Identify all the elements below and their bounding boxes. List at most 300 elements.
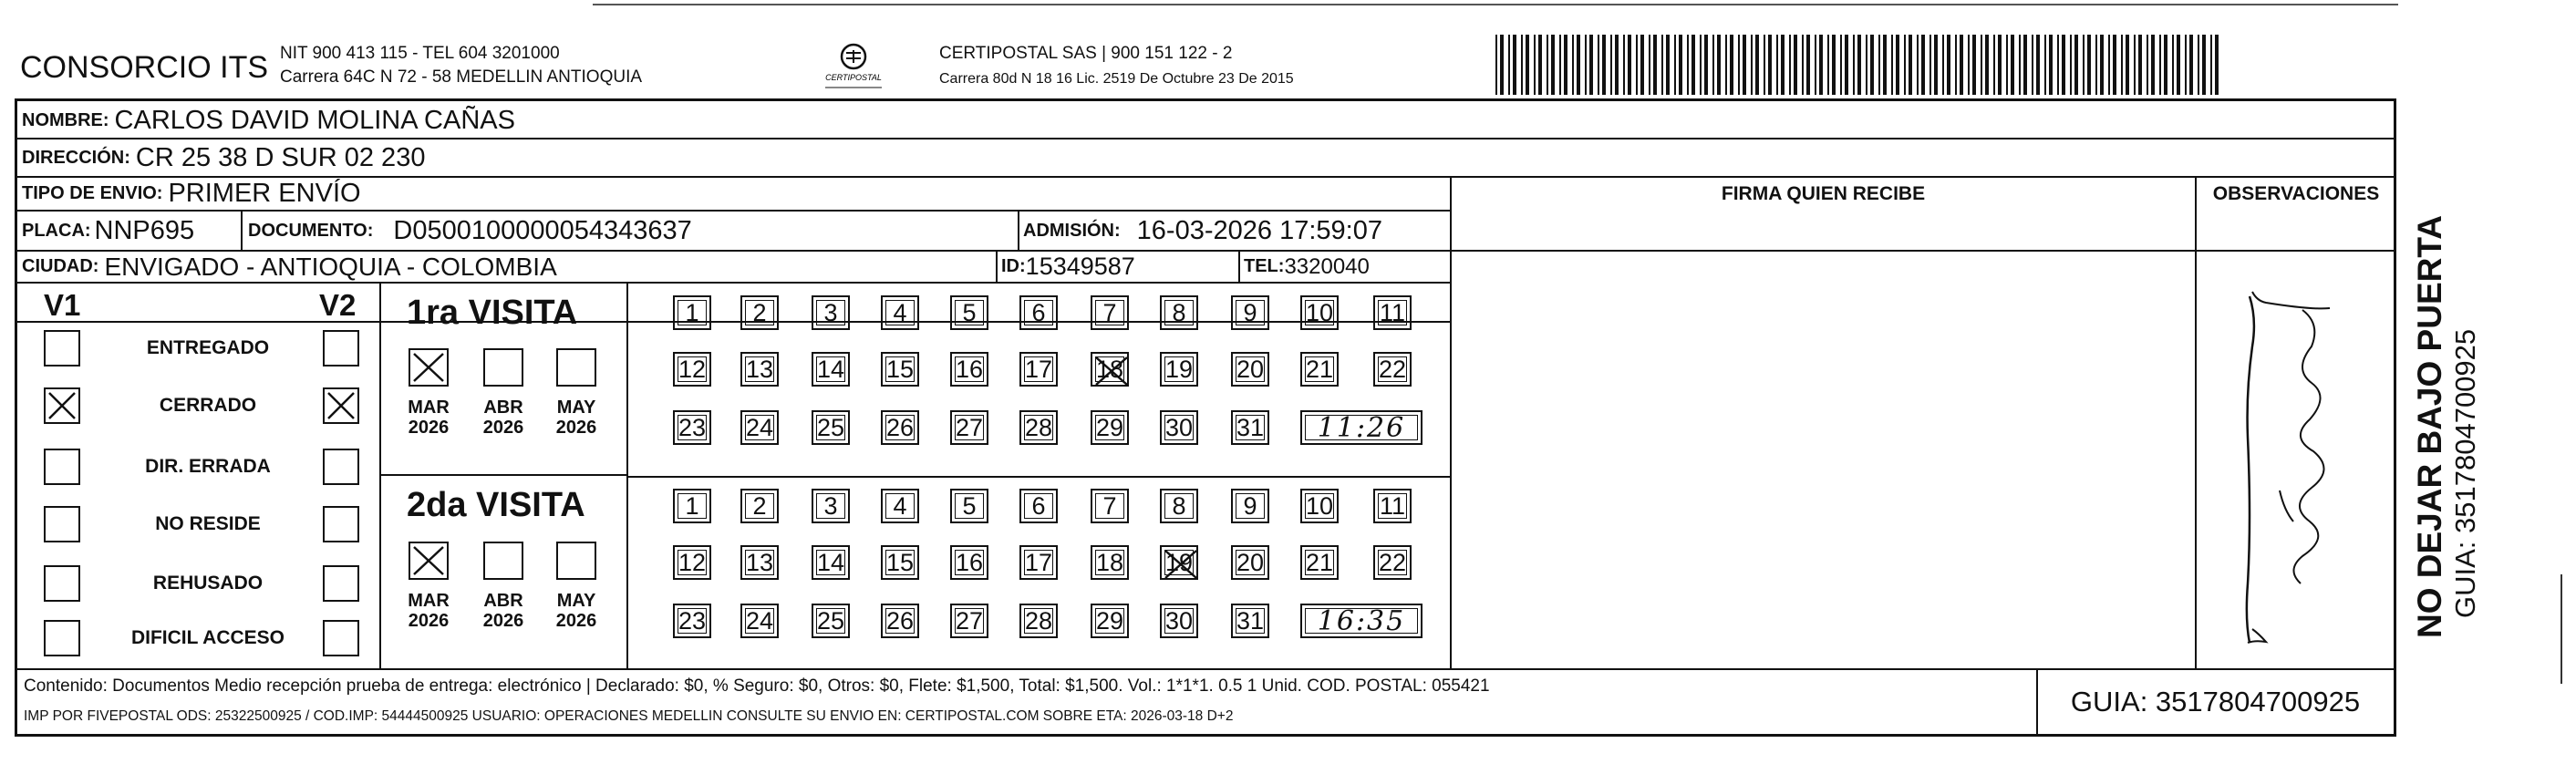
- visit2-day-number: 13: [745, 548, 774, 576]
- barcode-bar: [1878, 35, 1880, 95]
- visit1-day-box[interactable]: [950, 410, 988, 445]
- barcode-bar: [1815, 35, 1816, 95]
- status-v2-checkbox[interactable]: [323, 565, 359, 602]
- firma-header: FIRMA QUIEN RECIBE: [1721, 183, 1926, 204]
- visit1-day-number: 27: [955, 413, 984, 441]
- barcode-bar: [1738, 35, 1740, 95]
- barcode-bar: [1942, 35, 1944, 95]
- barcode-bar: [2087, 35, 2091, 95]
- visit1-day-box[interactable]: [1373, 295, 1412, 330]
- visit2-month-name: MAY: [556, 591, 596, 611]
- barcode-bar: [1917, 35, 1919, 95]
- status-v2-checkbox[interactable]: [323, 449, 359, 485]
- barcode-bar: [2147, 35, 2148, 95]
- visit2-day-box[interactable]: [881, 489, 919, 523]
- barcode-bar: [1628, 35, 1631, 95]
- barcode-bar: [1985, 35, 1989, 95]
- visit2-day-number: 31: [1236, 606, 1265, 635]
- visit2-day-box[interactable]: [950, 604, 988, 638]
- visit1-day-number: 29: [1095, 413, 1124, 441]
- barcode-bar: [1538, 35, 1542, 95]
- visit2-day-number: 6: [1031, 491, 1046, 520]
- visit1-month-year: 2026: [408, 418, 450, 438]
- tel-value: 3320040: [1284, 253, 1370, 279]
- visit1-day-box[interactable]: [1091, 352, 1129, 387]
- tel-label: TEL:: [1244, 256, 1285, 276]
- visit1-day-box[interactable]: [1019, 352, 1058, 387]
- visit1-day-box[interactable]: [812, 410, 850, 445]
- visit1-day-number: 19: [1164, 355, 1194, 383]
- barcode-bar: [2210, 35, 2212, 95]
- visit1-day-box[interactable]: [812, 295, 850, 330]
- barcode-bar: [1602, 35, 1606, 95]
- barcode-bar: [1764, 35, 1765, 95]
- footer-print-info: IMP POR FIVEPOSTAL ODS: 25322500925 / COD.IMP: 54444500925 USUARIO: OPERACIONES MEDELLIN CONSULTE SU ENVIO EN: CERTIPOSTAL.COM SOBRE ETA: 2026-03-18 D+2: [24, 708, 1234, 724]
- visit2-month-label: [551, 591, 602, 631]
- visit1-month-checkbox[interactable]: [409, 348, 449, 387]
- barcode-bar: [1857, 35, 1861, 95]
- visit2-day-box[interactable]: [812, 545, 850, 580]
- visit1-day-box[interactable]: [881, 352, 919, 387]
- barcode-bar: [2049, 35, 2053, 95]
- visit2-day-number: 1: [685, 491, 699, 520]
- barcode-bar: [1794, 35, 1797, 95]
- barcode-bar: [2074, 35, 2078, 95]
- visit1-day-box[interactable]: [673, 352, 711, 387]
- barcode-bar: [2113, 35, 2116, 95]
- barcode-bar: [1972, 35, 1976, 95]
- visit1-day-box[interactable]: [1231, 352, 1269, 387]
- barcode-bar: [2032, 35, 2033, 95]
- visit2-day-number: 24: [745, 606, 774, 635]
- barcode-bar: [1802, 35, 1804, 95]
- barcode-bar: [1551, 35, 1555, 95]
- visit1-month-year: 2026: [555, 418, 597, 438]
- barcode-bar: [2006, 35, 2008, 95]
- barcode-bar: [1495, 35, 1497, 95]
- visit1-day-number: 13: [745, 355, 774, 383]
- visit2-day-number: 16: [955, 548, 984, 576]
- certipostal-line: CERTIPOSTAL SAS | 900 151 122 - 2: [939, 44, 1233, 63]
- barcode-bar: [1840, 35, 1842, 95]
- visit2-day-box[interactable]: [1019, 545, 1058, 580]
- barcode-bar: [1691, 35, 1695, 95]
- barcode-bar: [2019, 35, 2021, 95]
- barcode-bar: [1981, 35, 1982, 95]
- visit2-day-number: 11: [1379, 491, 1406, 520]
- barcode-bar: [2202, 35, 2206, 95]
- barcode-bar: [1666, 35, 1670, 95]
- barcode-bar: [1845, 35, 1848, 95]
- visit1-day-box[interactable]: [1231, 295, 1269, 330]
- barcode-bar: [2185, 35, 2187, 95]
- visit2-day-box[interactable]: [950, 489, 988, 523]
- visit2-month-label: [403, 591, 454, 631]
- visit2-day-box[interactable]: [673, 489, 711, 523]
- footer-contents: Contenido: Documentos Medio recepción prueba de entrega: electrónico | Declarado: $0, % Seguro: $0, Otros: $0, Flete: $1,500, Total: $1,500. Vol.: 1*1*1. 0.5 1 Unid. COD. POSTAL: 055421: [24, 676, 1490, 696]
- visit1-day-number: 21: [1305, 355, 1334, 383]
- placa-label: PLACA:: [22, 220, 91, 241]
- side-no-dejar: NO DEJAR BAJO PUERTA: [2411, 215, 2448, 638]
- visit2-month-year: 2026: [555, 611, 597, 631]
- barcode-bar: [1513, 35, 1516, 95]
- barcode-bar: [1853, 35, 1855, 95]
- v2-header: V2: [319, 288, 357, 322]
- visit2-day-box[interactable]: [673, 545, 711, 580]
- visit1-month-name: ABR: [483, 397, 523, 418]
- visit2-month-checkbox[interactable]: [556, 542, 596, 580]
- barcode-bar: [2108, 35, 2110, 95]
- barcode-bar: [1521, 35, 1523, 95]
- visit2-day-box[interactable]: [673, 604, 711, 638]
- barcode-bar: [1896, 35, 1899, 95]
- visit2-month-label: [478, 591, 529, 631]
- barcode-bar: [1993, 35, 1995, 95]
- visit2-day-box[interactable]: [1300, 489, 1339, 523]
- visit2-day-number: 8: [1172, 491, 1186, 520]
- placa-cell: [22, 212, 194, 250]
- visit1-day-box[interactable]: [740, 295, 779, 330]
- visit1-month-label: [403, 397, 454, 438]
- visit1-day-number: 30: [1164, 413, 1194, 441]
- barcode-bar: [1649, 35, 1650, 95]
- visit2-day-box[interactable]: [1231, 489, 1269, 523]
- visit1-day-number: 28: [1024, 413, 1053, 441]
- admision-value: 16-03-2026 17:59:07: [1136, 215, 1382, 245]
- tipo-value: PRIMER ENVÍO: [168, 179, 361, 208]
- visit2-day-number: 20: [1236, 548, 1265, 576]
- barcode-bar: [1725, 35, 1727, 95]
- visit2-day-box[interactable]: [1160, 489, 1198, 523]
- visit2-day-number: 10: [1305, 491, 1334, 520]
- barcode-bar: [1730, 35, 1733, 95]
- barcode-bar: [2070, 35, 2072, 95]
- barcode-bar: [2095, 35, 2097, 95]
- visit1-day-box[interactable]: [740, 352, 779, 387]
- visit1-day-number: 17: [1024, 355, 1053, 383]
- status-v1-checkbox[interactable]: [44, 620, 80, 656]
- ciudad-value: ENVIGADO - ANTIOQUIA - COLOMBIA: [104, 252, 557, 281]
- observaciones-header: OBSERVACIONES: [2212, 183, 2380, 204]
- visit2-day-box[interactable]: [1019, 489, 1058, 523]
- visit1-day-box[interactable]: [740, 410, 779, 445]
- visit2-day-number: 28: [1024, 606, 1053, 635]
- visit2-day-box[interactable]: [1091, 489, 1129, 523]
- barcode-bar: [1768, 35, 1772, 95]
- barcode-bar: [1866, 35, 1867, 95]
- visit2-day-box[interactable]: [881, 545, 919, 580]
- svg-text:CERTIPOSTAL: CERTIPOSTAL: [825, 73, 882, 82]
- visit2-day-box[interactable]: [812, 604, 850, 638]
- visit1-day-box[interactable]: [1019, 295, 1058, 330]
- visit1-day-number: 31: [1236, 413, 1265, 441]
- visit2-day-number: 17: [1024, 548, 1053, 576]
- visit2-day-number: 15: [885, 548, 915, 576]
- barcode-bar: [1904, 35, 1906, 95]
- barcode-bar: [1819, 35, 1823, 95]
- visit2-day-number: 18: [1095, 548, 1124, 576]
- visit2-month-name: MAR: [408, 591, 450, 611]
- status-v1-checkbox[interactable]: [44, 387, 80, 424]
- barcode-bar: [1598, 35, 1599, 95]
- visit1-day-number: 14: [816, 355, 845, 383]
- company-address: Carrera 64C N 72 - 58 MEDELLIN ANTIOQUIA: [280, 67, 643, 87]
- company-name: CONSORCIO ITS: [20, 50, 269, 85]
- side-guia: GUIA: 3517804700925: [2449, 328, 2481, 618]
- visit2-day-box[interactable]: [1231, 604, 1269, 638]
- status-v2-checkbox[interactable]: [323, 330, 359, 367]
- barcode-bar: [1661, 35, 1663, 95]
- direccion-value: CR 25 38 D SUR 02 230: [135, 142, 426, 172]
- barcode-bar: [1585, 35, 1587, 95]
- visit2-day-number: 21: [1305, 548, 1334, 576]
- barcode-bar: [2121, 35, 2123, 95]
- visit1-month-checkbox[interactable]: [483, 348, 523, 387]
- visit2-time-value: 16:35: [1317, 604, 1406, 637]
- status-v2-checkbox[interactable]: [323, 387, 359, 424]
- barcode-bar: [1615, 35, 1619, 95]
- status-label: DIFICIL ACCESO: [130, 627, 284, 648]
- nombre-row: [22, 103, 515, 138]
- visit1-day-box[interactable]: [1160, 295, 1198, 330]
- status-v1-checkbox[interactable]: [44, 449, 80, 485]
- ciudad-label: CIUDAD:: [22, 256, 99, 276]
- status-v2-checkbox[interactable]: [323, 620, 359, 656]
- barcode-bar: [1687, 35, 1689, 95]
- admision-label: ADMISIÓN:: [1023, 220, 1121, 241]
- visit2-day-box[interactable]: [740, 604, 779, 638]
- visit1-day-box[interactable]: [881, 410, 919, 445]
- visit1-day-number: 11: [1379, 298, 1406, 326]
- visit2-time-box[interactable]: [1300, 604, 1422, 638]
- status-label: REHUSADO: [152, 573, 264, 594]
- visit2-day-box[interactable]: [1091, 545, 1129, 580]
- status-label: DIR. ERRADA: [145, 456, 271, 477]
- visit1-day-number: 22: [1378, 355, 1407, 383]
- barcode-bar: [1636, 35, 1638, 95]
- documento-cell: [248, 212, 692, 250]
- visit1-day-box[interactable]: [812, 352, 850, 387]
- status-label: ENTREGADO: [146, 337, 270, 358]
- visit2-day-number: 19: [1164, 548, 1194, 576]
- barcode-bar: [1534, 35, 1536, 95]
- barcode-bar: [1508, 35, 1510, 95]
- barcode-bar: [2138, 35, 2142, 95]
- visit1-day-box[interactable]: [673, 295, 711, 330]
- barcode-bar: [2062, 35, 2065, 95]
- direccion-row: [22, 140, 425, 175]
- visit2-day-number: 27: [955, 606, 984, 635]
- visit2-day-number: 22: [1378, 548, 1407, 576]
- barcode-bar: [1934, 35, 1938, 95]
- status-v1-checkbox[interactable]: [44, 565, 80, 602]
- visit2-day-box[interactable]: [1373, 545, 1412, 580]
- visit1-day-number: 10: [1305, 298, 1334, 326]
- footer-guia: GUIA: 3517804700925: [2070, 686, 2361, 718]
- barcode-bar: [1640, 35, 1644, 95]
- visit1-time-box[interactable]: [1300, 410, 1422, 445]
- barcode-bar: [2057, 35, 2059, 95]
- status-v1-checkbox[interactable]: [44, 506, 80, 542]
- visit1-month-checkbox[interactable]: [556, 348, 596, 387]
- visit1-day-box[interactable]: [950, 352, 988, 387]
- placa-value: NNP695: [94, 215, 195, 245]
- barcode-bar: [1891, 35, 1893, 95]
- barcode-bar: [1500, 35, 1504, 95]
- barcode-bar: [1526, 35, 1529, 95]
- visit2-month-year: 2026: [408, 611, 450, 631]
- visit1-month-name: MAY: [556, 397, 596, 418]
- barcode-bar: [1776, 35, 1778, 95]
- visit2-day-box[interactable]: [1300, 545, 1339, 580]
- visit2-day-number: 4: [893, 491, 907, 520]
- certipostal-logo: [816, 40, 891, 93]
- barcode-bar: [2198, 35, 2199, 95]
- visit1-day-number: 16: [955, 355, 984, 383]
- visit1-day-box[interactable]: [673, 410, 711, 445]
- barcode-bar: [1921, 35, 1925, 95]
- right-edge-line: [2560, 574, 2562, 684]
- visit1-day-box[interactable]: [1300, 352, 1339, 387]
- visit1-day-number: 7: [1102, 298, 1117, 326]
- visit1-day-number: 26: [885, 413, 915, 441]
- visit1-day-number: 1: [685, 298, 699, 326]
- visit1-day-number: 18: [1095, 355, 1124, 383]
- visit1-month-label: [551, 397, 602, 438]
- status-v1-checkbox[interactable]: [44, 330, 80, 367]
- barcode-bar: [1827, 35, 1829, 95]
- visit1-day-number: 20: [1236, 355, 1265, 383]
- visit1-day-box[interactable]: [1231, 410, 1269, 445]
- tipo-row: [22, 178, 361, 210]
- visit1-day-box[interactable]: [1160, 410, 1198, 445]
- status-label: NO RESIDE: [155, 513, 261, 534]
- barcode-bar: [1883, 35, 1887, 95]
- recipient-signature: [2202, 283, 2394, 666]
- visit2-month-name: ABR: [483, 591, 523, 611]
- barcode-bar: [1789, 35, 1791, 95]
- barcode-bar: [1743, 35, 1746, 95]
- visit2-day-box[interactable]: [1160, 604, 1198, 638]
- visit1-day-box[interactable]: [1091, 295, 1129, 330]
- visit2-day-box[interactable]: [881, 604, 919, 638]
- visit1-day-number: 4: [893, 298, 907, 326]
- visit1-day-number: 24: [745, 413, 774, 441]
- visit1-day-box[interactable]: [1160, 352, 1198, 387]
- barcode-bar: [1577, 35, 1580, 95]
- barcode-bar: [1929, 35, 1931, 95]
- barcode-bar: [1674, 35, 1676, 95]
- barcode-bar: [1870, 35, 1874, 95]
- visit2-day-number: 12: [678, 548, 707, 576]
- barcode-bar: [1564, 35, 1567, 95]
- visit2-day-number: 3: [823, 491, 838, 520]
- barcode-bar: [1679, 35, 1682, 95]
- barcode-bar: [2126, 35, 2129, 95]
- barcode-bar: [2177, 35, 2180, 95]
- visit2-day-number: 9: [1243, 491, 1257, 520]
- barcode-bar: [1755, 35, 1759, 95]
- barcode-bar: [2215, 35, 2219, 95]
- visit2-day-box[interactable]: [1019, 604, 1058, 638]
- barcode-bar: [1717, 35, 1721, 95]
- barcode-bar: [2083, 35, 2085, 95]
- id-value: 15349587: [1025, 253, 1135, 280]
- nombre-value: CARLOS DAVID MOLINA CAÑAS: [114, 105, 515, 135]
- barcode-bar: [1960, 35, 1963, 95]
- tel-cell: [1244, 252, 1370, 282]
- visit2-day-number: 29: [1095, 606, 1124, 635]
- visit2-day-box[interactable]: [812, 489, 850, 523]
- barcode-bar: [1653, 35, 1657, 95]
- visit1-title: 1ra VISITA: [407, 294, 578, 332]
- ciudad-cell: [22, 252, 557, 282]
- visit2-month-year: 2026: [482, 611, 524, 631]
- barcode-bar: [2100, 35, 2104, 95]
- visit1-day-box[interactable]: [1091, 410, 1129, 445]
- visit2-month-checkbox[interactable]: [483, 542, 523, 580]
- barcode-bar: [1623, 35, 1625, 95]
- barcode-bar: [2023, 35, 2027, 95]
- visit2-day-number: 5: [962, 491, 977, 520]
- barcode-bar: [2172, 35, 2174, 95]
- visit2-day-box[interactable]: [1160, 545, 1198, 580]
- visit1-day-number: 3: [823, 298, 838, 326]
- visit1-day-box[interactable]: [881, 295, 919, 330]
- visit2-day-number: 26: [885, 606, 915, 635]
- visit2-day-number: 14: [816, 548, 845, 576]
- status-v2-checkbox[interactable]: [323, 506, 359, 542]
- barcode-bar: [2011, 35, 2014, 95]
- visit2-day-number: 2: [752, 491, 767, 520]
- v1-header: V1: [44, 288, 81, 322]
- visit1-day-number: 25: [816, 413, 845, 441]
- barcode-bar: [2134, 35, 2136, 95]
- nombre-label: NOMBRE:: [22, 109, 109, 130]
- barcode-bar: [2189, 35, 2193, 95]
- visit1-month-name: MAR: [408, 397, 450, 418]
- visit2-month-checkbox[interactable]: [409, 542, 449, 580]
- visit1-day-box[interactable]: [950, 295, 988, 330]
- barcode-bar: [1547, 35, 1548, 95]
- barcode-bar: [2036, 35, 2040, 95]
- visit2-day-box[interactable]: [950, 545, 988, 580]
- visit1-time-value: 11:26: [1317, 411, 1406, 444]
- visit2-day-box[interactable]: [740, 489, 779, 523]
- visit1-day-box[interactable]: [1300, 295, 1339, 330]
- barcode-bar: [1781, 35, 1785, 95]
- barcode-bar: [1947, 35, 1950, 95]
- tipo-label: TIPO DE ENVIO:: [22, 183, 163, 203]
- visit2-day-box[interactable]: [740, 545, 779, 580]
- barcode-bar: [1610, 35, 1612, 95]
- visit2-day-box[interactable]: [1091, 604, 1129, 638]
- visit1-day-box[interactable]: [1373, 352, 1412, 387]
- visit1-day-number: 9: [1243, 298, 1257, 326]
- visit1-day-box[interactable]: [1019, 410, 1058, 445]
- barcode-bar: [1589, 35, 1593, 95]
- certipostal-address: Carrera 80d N 18 16 Lic. 2519 De Octubre 23 De 2015: [939, 71, 1294, 87]
- visit2-day-box[interactable]: [1231, 545, 1269, 580]
- barcode-bar: [2044, 35, 2046, 95]
- visit2-day-box[interactable]: [1373, 489, 1412, 523]
- barcode-bar: [2164, 35, 2167, 95]
- documento-value: D0500100000054343637: [393, 215, 692, 245]
- barcode-bar: [1712, 35, 1714, 95]
- barcode-bar: [1968, 35, 1970, 95]
- barcode-bar: [1955, 35, 1957, 95]
- documento-label: DOCUMENTO:: [248, 220, 374, 241]
